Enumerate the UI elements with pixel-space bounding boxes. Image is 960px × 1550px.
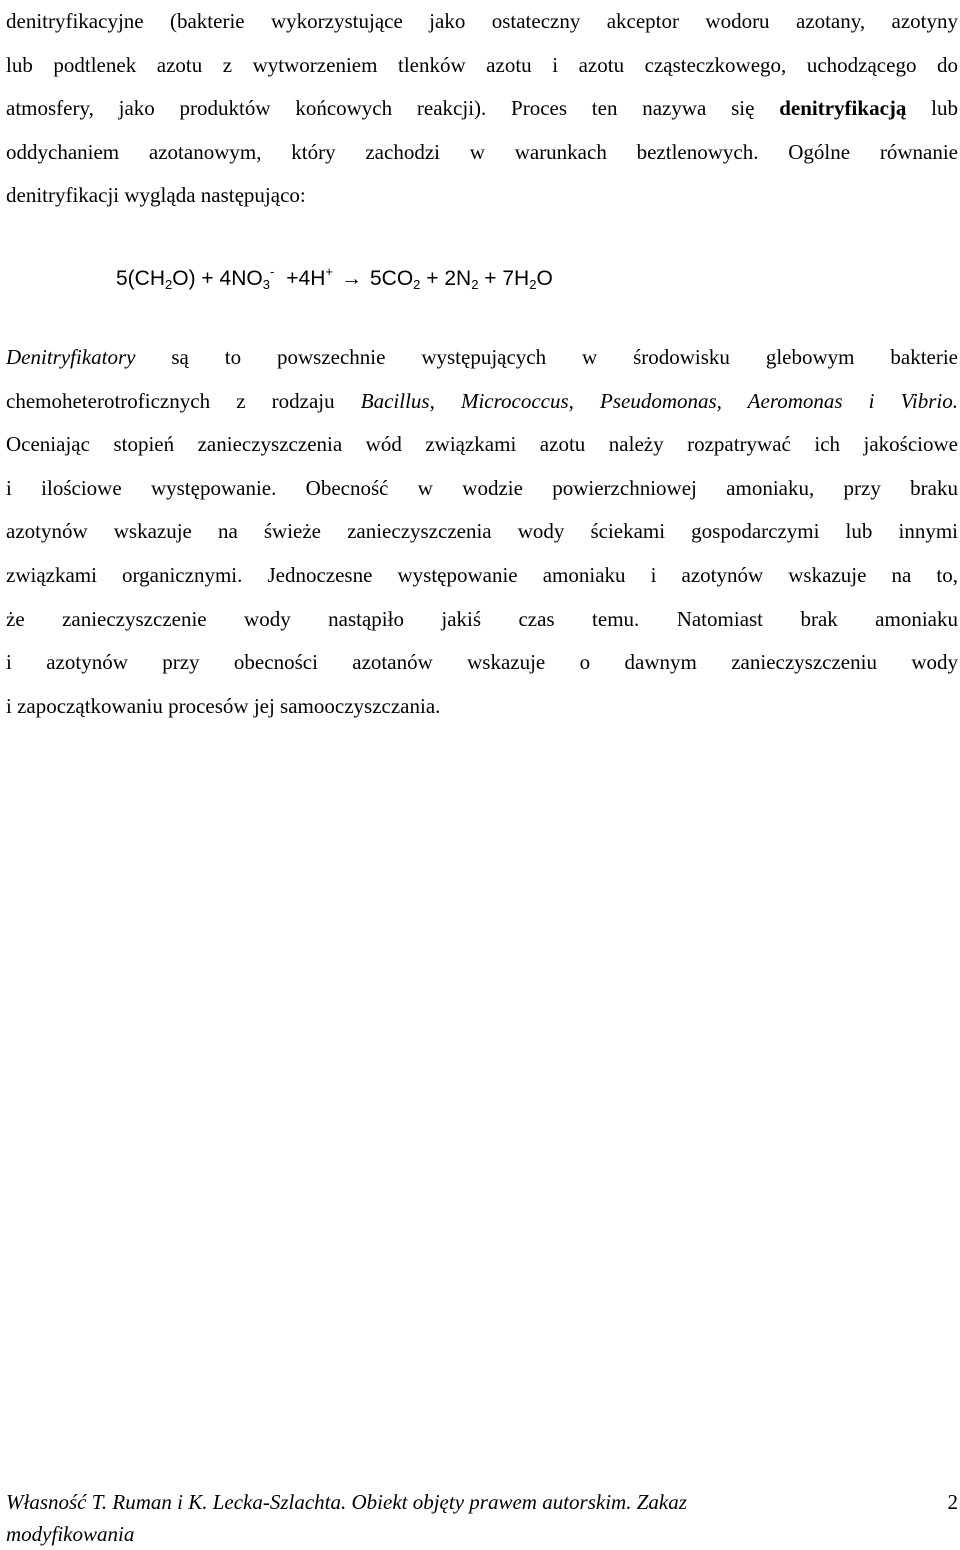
equation-subscript: 2 [471, 277, 479, 292]
text-line: oddychaniem azotanowym, który zachodzi w warunkach beztlenowych. Ogólne równanie [6, 139, 958, 164]
text-segment: lub [906, 96, 958, 121]
reaction-arrow-icon: → [340, 267, 362, 290]
text-line [6, 87, 958, 131]
equation-subscript: 2 [529, 277, 537, 292]
text-line: i zapoczątkowaniu procesów jej samooczyszczania. [6, 693, 441, 718]
text-segment: są to powszechnie występujących w środowisku glebowym bakterie [135, 345, 958, 369]
text-segment: atmosfery, jako produktów końcowych reakcji). Proces ten nazywa się [6, 96, 780, 121]
text-line: że zanieczyszczenie wody nastąpiło jakiś czas temu. Natomiast brak amoniaku [6, 606, 958, 631]
text-line: denitryfikacji wygląda następująco: [6, 183, 306, 208]
paragraph-denitrifiers [6, 336, 958, 728]
equation-subscript: 2 [165, 277, 173, 292]
equation-text: + 7H [478, 267, 530, 290]
text-line: azotynów wskazuje na świeże zanieczyszczenia wody ściekami gospodarczymi lub innymi [6, 519, 958, 544]
text-line [6, 336, 958, 380]
page-number: 2 [947, 1490, 958, 1514]
equation-text: +4H [286, 267, 326, 290]
chemical-equation [116, 252, 553, 305]
equation-text: + 2N [420, 267, 472, 290]
text-line: i ilościowe występowanie. Obecność w wodzie powierzchniowej amoniaku, przy braku [6, 475, 958, 500]
page-footer [6, 1486, 958, 1550]
text-line: związkami organicznymi. Jednoczesne występowanie amoniaku i azotynów wskazuje na to, [6, 562, 958, 587]
equation-text: 5(CH [116, 267, 166, 290]
equation-superscript: + [325, 264, 333, 279]
equation-subscript: 2 [413, 277, 421, 292]
text-line: lub podtlenek azotu z wytworzeniem tlenków azotu i azotu cząsteczkowego, uchodzącego do [6, 52, 958, 77]
copyright-notice: Własność T. Ruman i K. Lecka-Szlachta. Obiekt objęty prawem autorskim. Zakaz [6, 1490, 687, 1514]
text-line: Oceniając stopień zanieczyszczenia wód związkami azotu należy rozpatrywać ich jakościowe [6, 432, 958, 457]
bold-term: denitryfikacją [779, 96, 907, 121]
text-segment: chemoheterotroficznych z rodzaju [6, 388, 361, 413]
italic-genera: Bacillus, Micrococcus, Pseudomonas, Aeromonas i Vibrio. [360, 388, 958, 413]
text-line: i azotynów przy obecności azotanów wskazuje o dawnym zanieczyszczeniu wody [6, 650, 958, 675]
text-line [6, 380, 958, 424]
equation-text: O [536, 267, 553, 290]
copyright-notice-cont: modyfikowania [6, 1522, 135, 1546]
equation-text: O) + 4NO [172, 267, 263, 290]
text-line: denitryfikacyjne (bakterie wykorzystujące jako ostateczny akceptor wodoru azotany, azotyny [6, 9, 958, 33]
equation-text: 5CO [369, 267, 414, 290]
italic-term: Denitryfikatory [6, 345, 136, 369]
equation-subscript: 3 [262, 277, 270, 292]
equation-superscript: - [269, 264, 275, 279]
paragraph-denitrification-intro [6, 0, 958, 218]
